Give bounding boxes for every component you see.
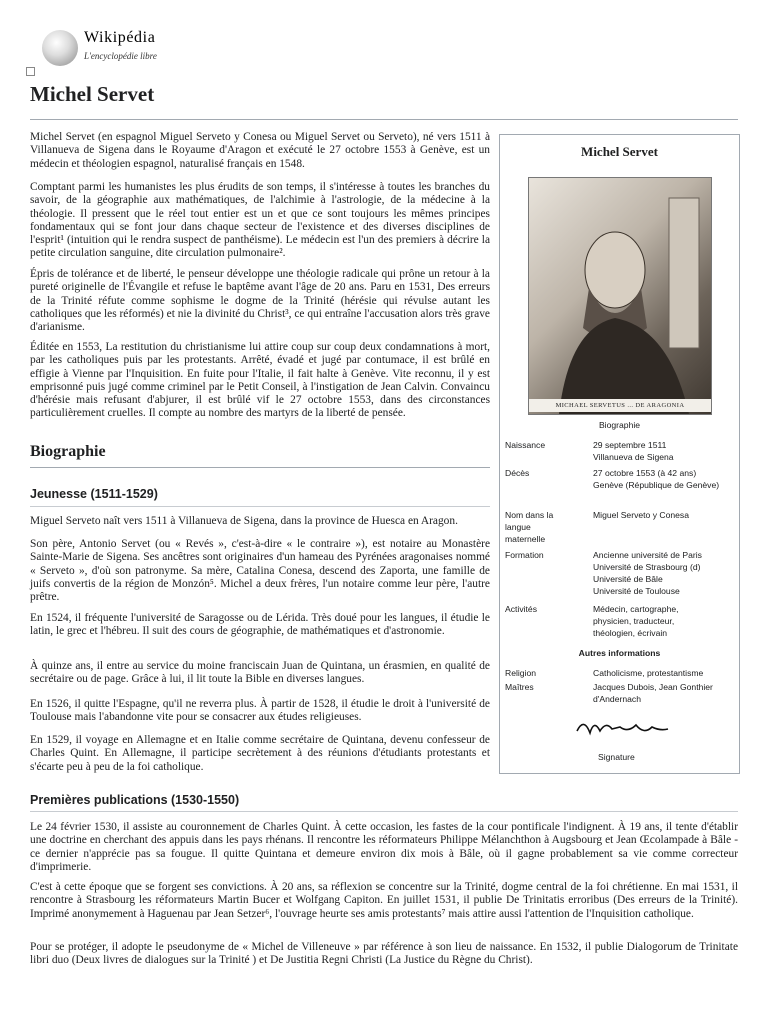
infobox-key-formation: Formation [505,550,544,560]
infobox-value-naissance[interactable]: 29 septembre 1511 Villanueva de Sigena [593,440,674,462]
title-divider [30,119,738,120]
pub-paragraph-3: Pour se protéger, il adopte le pseudonyme de « Michel de Villeneuve » par référence à son lieu de naissance. En 1532, il publie Dialogorum de Trinitate libri duo (Deux livres de dialogues sur la Trinité ) et De Justitia Regni Christi (La Justice du Règne du Christ). [30,941,738,967]
section-heading-biographie: Biographie [30,443,106,460]
bio-paragraph-2: Son père, Antonio Servet (ou « Revés », c'est-à-dire « le contraire »), est notaire au Monastère Sainte-Marie de Sigena. Ses ancêtres sont originaires d'un hameau des Pyrénées aragonaises nommé « Serveto », d'où son patronyme. Sa mère, Catalina Conesa, descend des Zaporta, une famille de juifs convertis de la région de Monzón⁵. Michel a deux frères, l'un notaire comme leur père, l'autre prêtre. [30,538,490,604]
wikipedia-globe-logo[interactable] [42,30,78,66]
infobox-key-activites: Activités [505,604,537,614]
infobox [499,134,740,774]
bio-paragraph-1: Miguel Serveto naît vers 1511 à Villanueva de Sigena, dans la province de Huesca en Aragon. [30,515,458,527]
wikipedia-tagline: L'encyclopédie libre [84,51,157,61]
infobox-key-religion: Religion [505,668,537,678]
infobox-title: Michel Servet [581,144,658,159]
infobox-section-biographie: Biographie [598,420,641,430]
bio-paragraph-6: En 1529, il voyage en Allemagne et en Italie comme secrétaire de Quintana, devenu confesseur de Charles Quint. En Allemagne, il participe secrètement à des réunions d'étudiants protestants et s'écarte peu à peu de la foi catholique. [30,734,490,773]
portrait-image[interactable] [528,177,712,415]
portrait-caption: MICHAEL SERVETUS ... DE ARAGONIA [529,399,711,412]
menu-checkbox[interactable] [26,67,35,76]
infobox-key-naissance: Naissance [505,440,546,450]
infobox-signature-label: Signature [598,752,635,762]
subsection-heading-publications: Premières publications (1530-1550) [30,793,240,807]
subsection-heading-jeunesse: Jeunesse (1511-1529) [30,487,158,501]
pub-paragraph-1: Le 24 février 1530, il assiste au couronnement de Charles Quint. À cette occasion, les fastes de la cour pontificale l'indignent. À 19 ans, il tente d'établir une doctrine en cherchant des appuis dans les pays rhénans. Il rencontre les réformateurs Philippe Mélanchthon à Augsbourg et Jean Œcolampade à Bâle - ce dernier n'apprécie pas sa fougue. Il quitte Quintana et demeure environ dix mois à Bâle, où il gagne probablement sa vie comme correcteur d'imprimerie. [30,821,738,873]
intro-paragraph-1: Michel Servet (en espagnol Miguel Serveto y Conesa ou Miguel Servet ou Serveto), né vers 1511 à Villanueva de Sigena dans le Royaume d'Aragon et exécuté le 27 octobre 1553 à Genève, est un médecin et théologien espagnol, naturalisé français en 1548. [30,131,490,170]
subsection-divider [30,506,490,507]
infobox-value-formation[interactable]: Ancienne université de Paris Université de Strasbourg (d) Université de Bâle Université de Toulouse [593,550,702,596]
infobox-value-activites[interactable]: Médecin, cartographe, physicien, traducteur, théologien, écrivain [593,604,679,638]
infobox-value-maitres[interactable]: Jacques Dubois, Jean Gonthier d'Andernach [593,682,713,704]
wikipedia-wordmark[interactable]: Wikipédia [84,29,156,46]
bio-paragraph-5: En 1526, il quitte l'Espagne, qu'il ne reverra plus. À partir de 1528, il étudie le droit à l'université de Toulouse mais l'abandonne vite pour se consacrer aux études religieuses. [30,698,490,724]
infobox-key-nom: Nom dans la langue maternelle [505,510,554,544]
bio-paragraph-3: En 1524, il fréquente l'université de Saragosse ou de Lérida. Très doué pour les langues, il étudie le latin, le grec et l'hébreu. Il suit des cours de géographie, de mathématiques et d'astronomie. [30,612,490,638]
infobox-value-religion[interactable]: Catholicisme, protestantisme [593,668,704,678]
intro-paragraph-3: Épris de tolérance et de liberté, le penseur développe une théologie radicale qui prône un retour à la pureté originelle de l'Évangile et refuse le baptême avant l'âge de 20 ans. Paru en 1531, Des erreurs de la Trinité réfute comme sophisme le dogme de la Trinité (hérésie qui révulse autant les catholiques que les réformés) et nie la divinité du Christ³, ce qui entraîne l'accusation alors très grave d'arianisme. [30,268,490,334]
portrait-engraving-icon [529,178,711,414]
signature-icon [572,713,672,741]
section-divider [30,467,490,468]
pub-paragraph-2: C'est à cette époque que se forgent ses convictions. À 20 ans, sa réflexion se concentre sur la Trinité, dogme central de la foi chrétienne. En mai 1531, il rencontre à Strasbourg les réformateurs Martin Bucer et Wolfgang Capiton. En juillet 1531, il publie De Trinitatis erroribus (Des erreurs de la Trinité). Imprimé anonymement à Haguenau par Jean Setzer⁶, l'ouvrage heurte ses amis protestants⁷ mais attire aussi l'attention de l'Inquisition catholique. [30,881,738,920]
infobox-value-deces[interactable]: 27 octobre 1553 (à 42 ans) Genève (République de Genève) [593,468,720,490]
intro-paragraph-2: Comptant parmi les humanistes les plus érudits de son temps, il s'intéresse à toutes les branches du savoir, de la géographie aux mathématiques, de l'alchimie à l'astrologie, de la médecine à la théologie. Il pressent que le réel tout entier est un et que ce sont toujours les mêmes principes fondamentaux qui se font jour dans chaque secteur de l'existence et des diverses disciplines de l'esprit¹ (intuition qui le rendra suspect de panthéisme). Le médecin est l'un des premiers à décrire la petite circulation sanguine, dite circulation pulmonaire². [30,181,490,260]
bio-paragraph-4: À quinze ans, il entre au service du moine franciscain Juan de Quintana, un érasmien, en qualité de secrétaire ou de page. Grâce à lui, il lit toute la Bible en diverses langues. [30,660,490,686]
infobox-heading-autres: Autres informations [578,648,661,658]
subsection-divider [30,811,738,812]
infobox-value-nom: Miguel Serveto y Conesa [593,510,690,520]
infobox-key-deces: Décès [505,468,530,478]
page-title: Michel Servet [30,82,155,106]
infobox-key-maitres: Maîtres [505,682,534,692]
intro-paragraph-4: Éditée en 1553, La restitution du christianisme lui attire coup sur coup deux condamnations à mort, par les catholiques puis par les protestants. Arrêté, évadé et jugé par contumace, il est brûlé en effigie à Vienne par l'Inquisition. En fuite pour l'Italie, il fait halte à Genève. Vite reconnu, il y est emprisonné puis jugé comme criminel par le Petit Conseil, à l'instigation de Jean Calvin. Convaincu d'hérésie mais refusant d'abjurer, il est brûlé vif le 27 octobre 1553, dans des circonstances particulièrement cruelles. Il compte au nombre des martyrs de la liberté de pensée. [30,341,490,420]
